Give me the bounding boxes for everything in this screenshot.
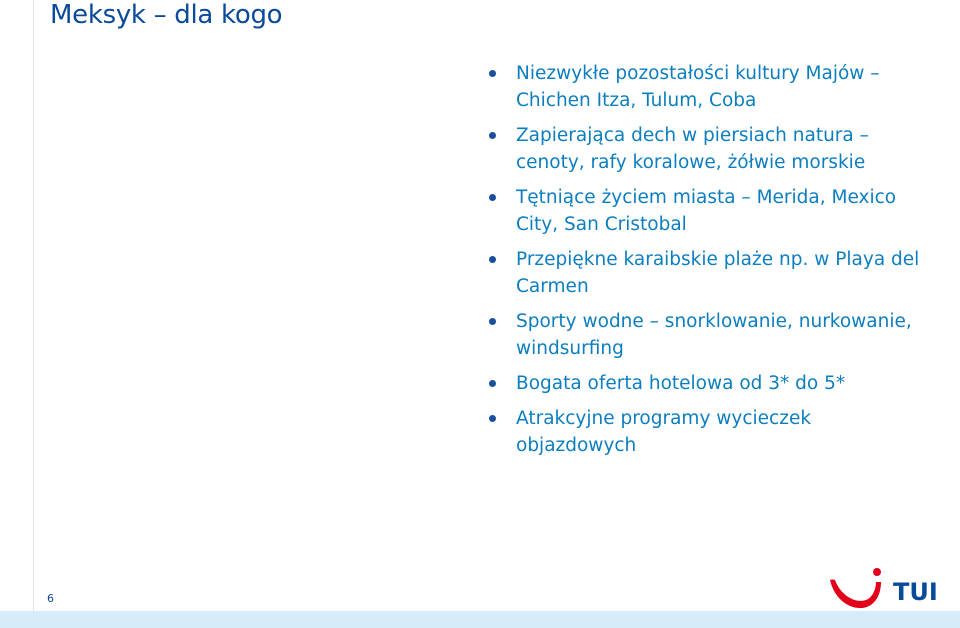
bullet-text: Atrakcyjne programy wycieczek objazdowych bbox=[516, 408, 812, 456]
bullet-dot-icon bbox=[489, 194, 496, 201]
bullet-text: Przepiękne karaibskie plaże np. w Playa del Carmen bbox=[516, 249, 920, 297]
bullet-text: Zapierająca dech w piersiach natura – cenoty, rafy koralowe, żółwie morskie bbox=[516, 125, 869, 173]
bullet-item bbox=[487, 308, 927, 362]
bullet-dot-icon bbox=[489, 132, 496, 139]
bullet-list bbox=[487, 60, 927, 467]
bullet-text: Niezwykłe pozostałości kultury Majów – Chichen Itza, Tulum, Coba bbox=[516, 63, 880, 111]
left-margin-line bbox=[33, 0, 34, 628]
bullet-dot-icon bbox=[489, 318, 496, 325]
bullet-item bbox=[487, 370, 927, 397]
bullet-item bbox=[487, 184, 927, 238]
bullet-dot-icon bbox=[489, 380, 496, 387]
bullet-dot-icon bbox=[489, 415, 496, 422]
bullet-item bbox=[487, 60, 927, 114]
bullet-item bbox=[487, 122, 927, 176]
bullet-text: Tętniące życiem miasta – Merida, Mexico City, San Cristobal bbox=[516, 187, 897, 235]
tui-logo-text: TUI bbox=[893, 578, 938, 606]
bottom-bar bbox=[0, 611, 960, 628]
page-number: 6 bbox=[47, 592, 54, 605]
bullet-dot-icon bbox=[489, 70, 496, 77]
bullet-dot-icon bbox=[489, 256, 496, 263]
slide-title: Meksyk – dla kogo bbox=[50, 0, 283, 30]
bullet-text: Bogata oferta hotelowa od 3* do 5* bbox=[516, 373, 846, 394]
bullet-item bbox=[487, 405, 927, 459]
bullet-item bbox=[487, 246, 927, 300]
bullet-text: Sporty wodne – snorklowanie, nurkowanie, windsurfing bbox=[516, 311, 912, 359]
